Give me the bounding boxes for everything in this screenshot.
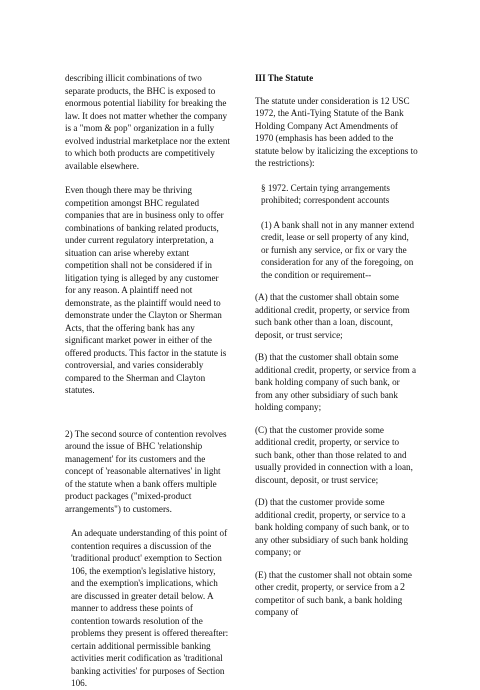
statute-clause-c: (C) that the customer provide some additional credit, property, or service to such bank, other than those related to and usually provided in connection with a loan, discount, deposit, or trust service; (255, 424, 413, 485)
paragraph-traditional-product: An adequate understanding of this point of contention requires a discussion of the 'traditional product' exemption to Section 106, the exemption's legislative history, and the exemption's implications, which are discussed in greater detail below. A manner to address these points of contention towards resolution of the problems they present is offered thereafter: certain additional permissible banking activities merit codification as 'traditional banking activities' for purposes of Section 106. (71, 528, 229, 688)
section-heading: III The Statute (255, 73, 314, 83)
paragraph-second-contention: 2) The second source of contention revolves around the issue of BHC 'relationship management' for its customers and the concept of 'reasonable alternatives' in light of the statute when a bank offers multiple product packages ("mixed-product arrangements") to customers. (65, 428, 227, 514)
statute-clause-b: (B) that the customer shall obtain some additional credit, property, or service from a bank holding company of such bank, or from any other subsidiary of such bank holding company; (255, 352, 417, 412)
statute-section-title: § 1972. Certain tying arrangements prohibited; correspondent accounts (261, 182, 390, 205)
page-number: 2 (400, 582, 405, 593)
statute-intro: The statute under consideration is 12 USC 1972, the Anti-Tying Statute of the Bank Holding Company Act Amendments of 1970 (emphasis has been added to the statute below by italicizing the exceptions to the restrictions): (255, 95, 418, 168)
right-column (255, 72, 418, 619)
statute-clause-d: (D) that the customer provide some additional credit, property, or service to a bank holding company of such bank, or to any other subsidiary of such bank holding company; or (255, 497, 410, 557)
statute-clause-e: (E) that the customer shall not obtain some other credit, property, or service from a competitor of such bank, a bank holding company of (255, 569, 412, 617)
paragraph-competition: Even though there may be thriving competition amongst BHC regulated companies that are in business only to offer combinations of banking related products, under current regulatory interpretation, a situation can arise whereby extant competition shall not be considered if in litigation tying is alleged by any customer for any reason. A plaintiff need not demonstrate, as the plaintiff would need to demonstrate under the Clayton or Sherman Acts, that the offering bank has any significant market power in either of the offered products. This factor in the statute is controversial, and varies considerably compared to the Sherman and Clayton statutes. (65, 185, 227, 395)
statute-clause-1: (1) A bank shall not in any manner extend credit, lease or sell property of any kind, or furnish any service, or fix or vary the consideration for any of the foregoing, on the condition or requirement-- (261, 219, 415, 280)
left-column (65, 72, 230, 690)
statute-clause-a: (A) that the customer shall obtain some additional credit, property, or service from such bank other than a loan, discount, deposit, or trust service; (255, 292, 410, 340)
paragraph-continuation: describing illicit combinations of two separate products, the BHC is exposed to enormous potential liability for breaking the law. It does not matter whether the company is a "mom & pop" organization in a fully evolved industrial marketplace nor the extent to which both products are competitively available elsewhere. (65, 73, 230, 171)
